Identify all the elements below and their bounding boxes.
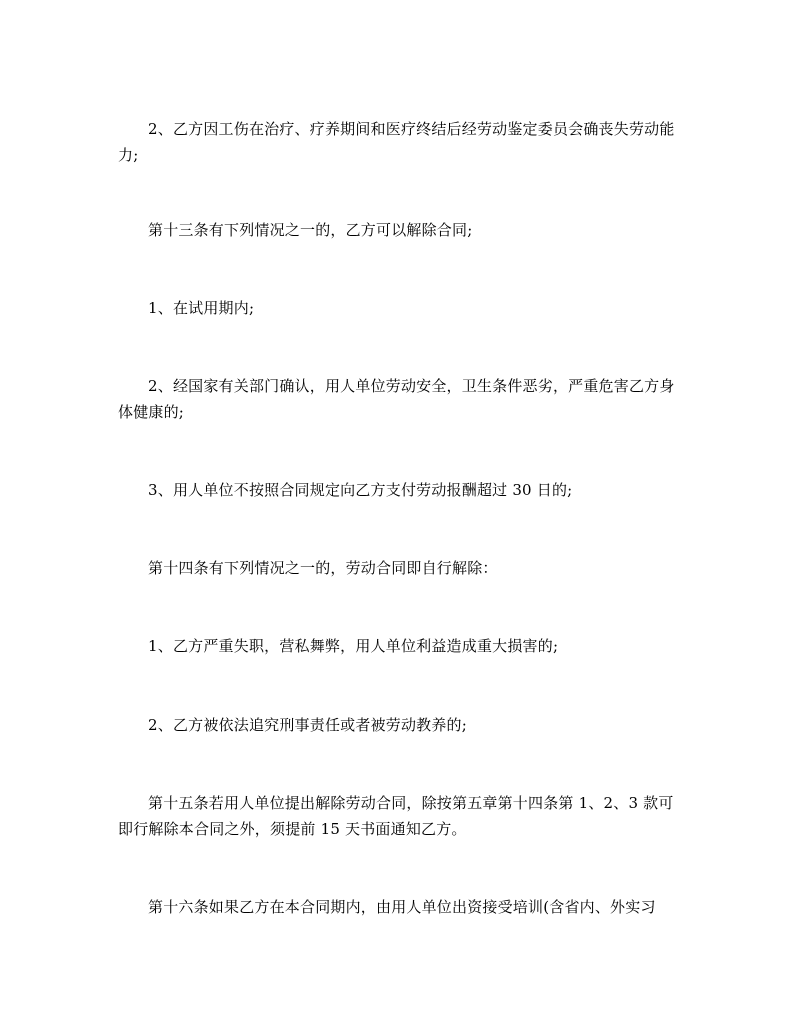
paragraph-criminal-liability: 2、乙方被依法追究刑事责任或者被劳动教养的; bbox=[148, 716, 467, 734]
paragraph-article-14: 第十四条有下列情况之一的，劳动合同即自行解除： bbox=[148, 559, 498, 577]
paragraph-unsafe-conditions: 2、经国家有关部门确认，用人单位劳动安全，卫生条件恶劣，严重危害乙方身体健康的; bbox=[118, 377, 675, 421]
paragraph-unpaid-wages: 3、用人单位不按照合同规定向乙方支付劳动报酬超过 30 日的; bbox=[148, 481, 573, 499]
paragraph-serious-misconduct: 1、乙方严重失职，营私舞弊，用人单位利益造成重大损害的; bbox=[148, 637, 559, 655]
paragraph-injury-disability: 2、乙方因工伤在治疗、疗养期间和医疗终结后经劳动鉴定委员会确丧失劳动能力; bbox=[118, 120, 675, 164]
paragraph-probation: 1、在试用期内; bbox=[148, 299, 255, 317]
paragraph-article-13: 第十三条有下列情况之一的，乙方可以解除合同; bbox=[148, 221, 473, 239]
paragraph-article-15: 第十五条若用人单位提出解除劳动合同，除按第五章第十四条第 1、2、3 款可即行解除本合同之外，须提前 15 天书面通知乙方。 bbox=[118, 794, 674, 838]
paragraph-article-16: 第十六条如果乙方在本合同期内，由用人单位出资接受培训(含省内、外实习 bbox=[148, 898, 656, 916]
